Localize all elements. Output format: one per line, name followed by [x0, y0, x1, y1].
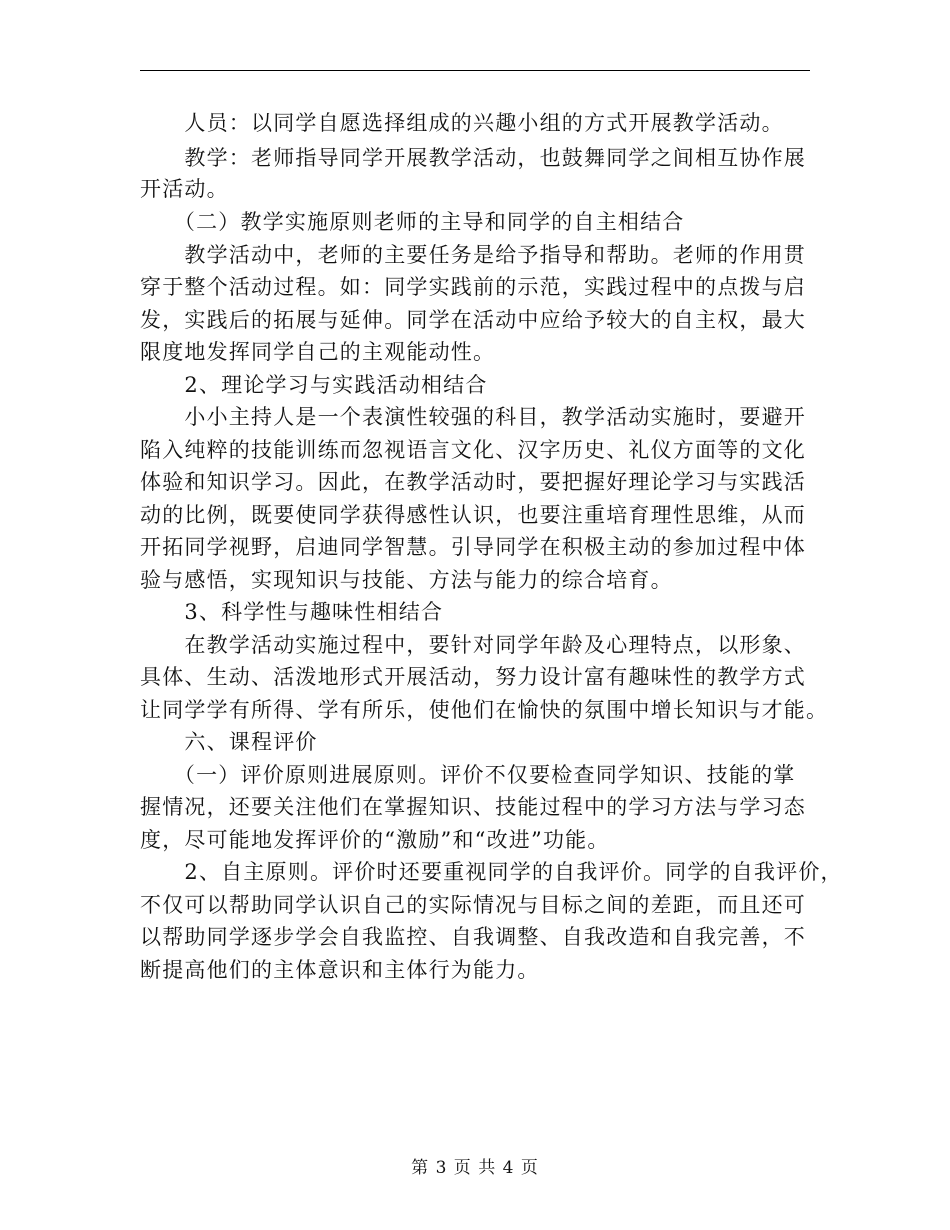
text-line: 3、科学性与趣味性相结合 — [140, 600, 444, 624]
text-line: 穿于整个活动过程。如：同学实践前的示范，实践过程中的点拨与启 — [140, 275, 806, 299]
header-rule — [140, 70, 810, 71]
text-line: 人员：以同学自愿选择组成的兴趣小组的方式开展教学活动。 — [140, 111, 784, 135]
text-line: 开活动。 — [140, 177, 229, 201]
text-line: （一）评价原则进展原则。评价不仅要检查同学知识、技能的掌 — [140, 763, 796, 787]
text-line: 2、自主原则。评价时还要重视同学的自我评价。同学的自我评价， — [140, 860, 843, 884]
text-line: 六、课程评价 — [140, 730, 318, 754]
text-line: 断提高他们的主体意识和主体行为能力。 — [140, 958, 540, 982]
text-line: 教学活动中，老师的主要任务是给予指导和帮助。老师的作用贯 — [140, 243, 806, 267]
text-line: 发，实践后的拓展与延伸。同学在活动中应给予较大的自主权，最大 — [140, 308, 806, 332]
text-line: 不仅可以帮助同学认识自己的实际情况与目标之间的差距，而且还可 — [140, 893, 806, 917]
text-line: 在教学活动实施过程中，要针对同学年龄及心理特点，以形象、 — [140, 633, 806, 657]
text-line: 让同学学有所得、学有所乐，使他们在愉快的氛围中增长知识与才能。 — [140, 698, 829, 722]
text-line: 动的比例，既要使同学获得感性认识，也要注重培育理性思维，从而 — [140, 503, 806, 527]
text-line: 限度地发挥同学自己的主观能动性。 — [140, 340, 496, 364]
text-line: 度，尽可能地发挥评价的“激励”和“改进”功能。 — [140, 828, 610, 852]
text-line: （二）教学实施原则老师的主导和同学的自主相结合 — [140, 210, 685, 234]
text-line: 陷入纯粹的技能训练而忽视语言文化、汉字历史、礼仪方面等的文化 — [140, 438, 806, 462]
page-number-footer: 第 3 页 共 4 页 — [411, 1158, 539, 1178]
text-line: 具体、生动、活泼地形式开展活动，努力设计富有趣味性的教学方式 — [140, 665, 806, 689]
text-line: 体验和知识学习。因此，在教学活动时，要把握好理论学习与实践活 — [140, 470, 806, 494]
text-line: 小小主持人是一个表演性较强的科目，教学活动实施时，要避开 — [140, 405, 806, 429]
text-line: 握情况，还要关注他们在掌握知识、技能过程中的学习方法与学习态 — [140, 795, 806, 819]
text-line: 开拓同学视野，启迪同学智慧。引导同学在积极主动的参加过程中体 — [140, 535, 806, 559]
text-line: 2、理论学习与实践活动相结合 — [140, 373, 488, 397]
text-line: 教学：老师指导同学开展教学活动，也鼓舞同学之间相互协作展 — [140, 146, 806, 170]
text-line: 验与感悟，实现知识与技能、方法与能力的综合培育。 — [140, 568, 673, 592]
text-line: 以帮助同学逐步学会自我监控、自我调整、自我改造和自我完善，不 — [140, 925, 806, 949]
